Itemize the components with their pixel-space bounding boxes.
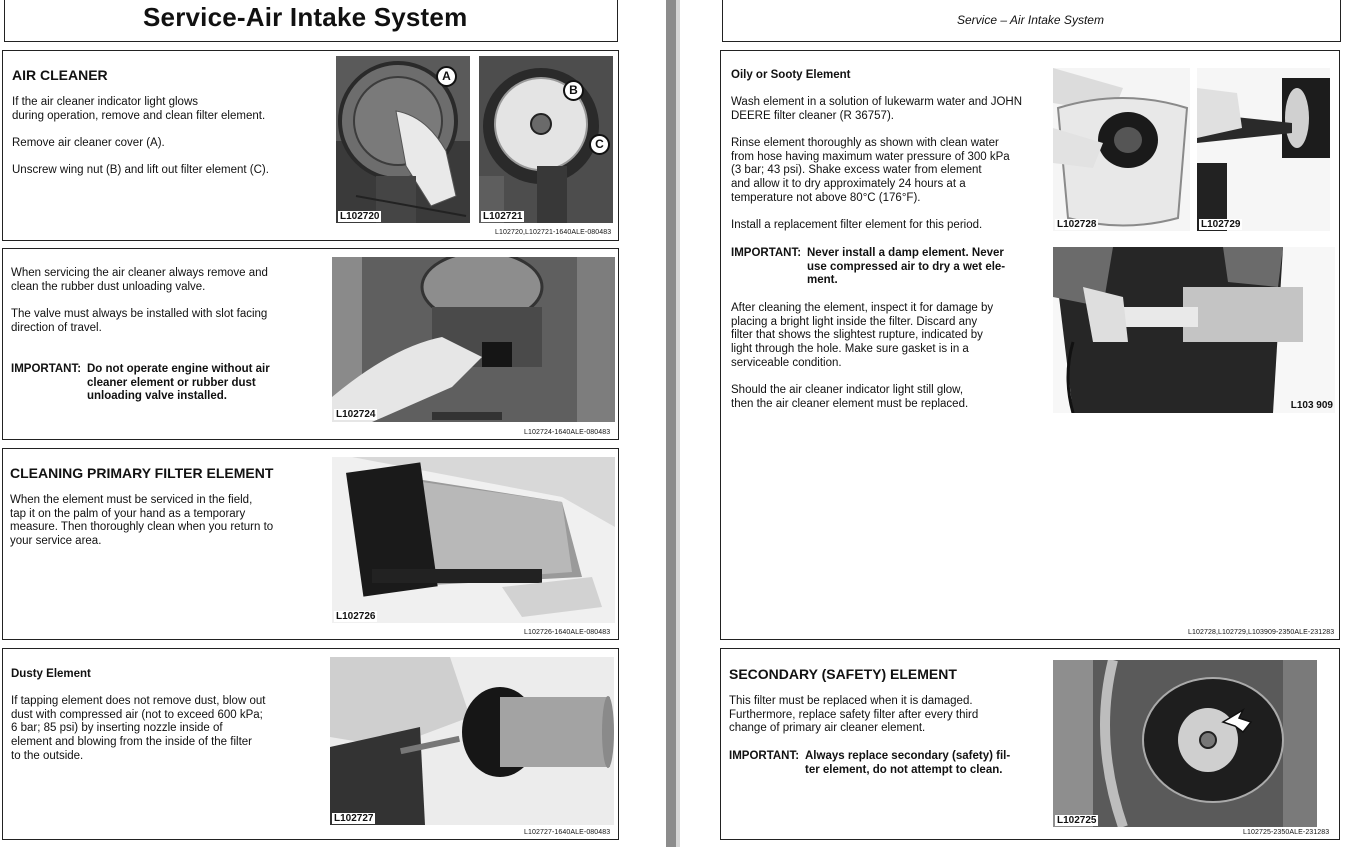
inspect-filter-photo (1053, 247, 1335, 413)
dust-valve-section (2, 248, 619, 440)
callout-a: A (436, 66, 457, 87)
secondary-element-important (729, 750, 1029, 780)
dust-valve-important-text: Do not operate engine without air cleaner element or rubber dust unloading valve installed. (87, 363, 270, 403)
air-cleaner-section (2, 50, 619, 241)
secondary-element-text: This filter must be replaced when it is damaged. Furthermore, replace safety filter after every third change of primary air cleaner element. (729, 695, 979, 735)
dust-valve-important (11, 363, 311, 407)
callout-b: B (563, 80, 584, 101)
dust-valve-important-label: IMPORTANT: (11, 363, 82, 375)
photo-label-l102720: L102720 (340, 211, 380, 222)
secondary-element-important-text: Always replace secondary (safety) fil- ter element, do not attempt to clean. (805, 750, 1011, 776)
primary-filter-ref: L102726-1640ALE-080483 (524, 629, 611, 636)
page-gutter (666, 0, 676, 847)
dusty-element-section (2, 648, 619, 840)
secondary-element-important-label: IMPORTANT: (729, 750, 800, 762)
secondary-element-heading: SECONDARY (SAFETY) ELEMENT (729, 666, 957, 682)
oily-element-text-4: After cleaning the element, inspect it for damage by placing a bright light inside the filter. Discard any filter that shows the slightest rupture, indicated by light through the hole. Make sure gasket is in a serviceable condition. (731, 302, 994, 369)
left-page-title-box (4, 0, 618, 42)
secondary-element-section (720, 648, 1340, 840)
right-page-header-box (722, 0, 1341, 42)
photo-label-l102729: L102729 (1201, 219, 1241, 230)
secondary-filter-photo (1053, 660, 1317, 827)
air-cleaner-cover-photo (336, 56, 470, 223)
filter-element-photo (479, 56, 613, 223)
primary-filter-text: When the element must be serviced in the field, tap it on the palm of your hand as a temporary measure. Then thoroughly clean when you return to your service area. (10, 494, 274, 548)
photo-label-l102724: L102724 (336, 409, 376, 420)
left-page-title: Service-Air Intake System (143, 2, 468, 32)
oily-element-important-text: Never install a damp element. Never use compressed air to dry a wet ele- ment. (807, 247, 1006, 287)
air-cleaner-text-3: Unscrew wing nut (B) and lift out filter element (C). (12, 164, 269, 176)
oily-element-heading: Oily or Sooty Element (731, 69, 851, 81)
secondary-element-ref: L102725-2350ALE-231283 (1243, 829, 1330, 836)
photo-label-l102726: L102726 (336, 611, 376, 622)
oily-element-text-5: Should the air cleaner indicator light still glow, then the air cleaner element must be replaced. (731, 384, 969, 410)
dusty-element-heading: Dusty Element (11, 668, 91, 680)
photo-label-l102725: L102725 (1057, 815, 1097, 826)
air-cleaner-ref: L102720,L102721-1640ALE-080483 (495, 229, 612, 236)
primary-filter-photo (332, 457, 615, 623)
oily-element-text-1: Wash element in a solution of lukewarm water and JOHN DEERE filter cleaner (R 36757). (731, 96, 1023, 122)
dusty-element-text: If tapping element does not remove dust, blow out dust with compressed air (not to exceed 600 kPa; 6 bar; 85 psi) by inserting nozzle inside of element and blowing from the inside of the filter to the outside. (11, 695, 266, 762)
primary-filter-heading: CLEANING PRIMARY FILTER ELEMENT (10, 465, 274, 481)
oily-element-section (720, 50, 1340, 640)
dusty-element-photo (330, 657, 614, 825)
photo-label-l103909: L103 909 (1290, 400, 1333, 411)
callout-c: C (589, 134, 610, 155)
air-cleaner-text-2: Remove air cleaner cover (A). (12, 137, 165, 149)
oily-element-important-label: IMPORTANT: (731, 247, 802, 259)
photo-label-l102727: L102727 (334, 813, 374, 824)
dust-valve-text-2: The valve must always be installed with slot facing direction of travel. (11, 308, 268, 334)
washing-element-photo (1053, 68, 1190, 231)
dusty-element-ref: L102727-1640ALE-080483 (524, 829, 611, 836)
dust-valve-ref: L102724-1640ALE-080483 (524, 429, 611, 436)
right-page-header: Service – Air Intake System (957, 13, 1104, 27)
air-cleaner-text-1: If the air cleaner indicator light glows during operation, remove and clean filter element. (12, 96, 266, 122)
air-cleaner-heading: AIR CLEANER (12, 67, 108, 83)
photo-label-l102728: L102728 (1057, 219, 1097, 230)
photo-label-l102721: L102721 (483, 211, 523, 222)
rinsing-element-photo (1197, 68, 1330, 231)
oily-element-text-2: Rinse element thoroughly as shown with clean water from hose having maximum water pressure of 300 kPa (3 bar; 43 psi). Shake excess water from element and allow it to dry approximately 24 hours at a temperature not above 80°C (176°F). (731, 137, 1010, 204)
oily-element-important (731, 247, 1031, 291)
oily-element-text-3: Install a replacement filter element for this period. (731, 219, 983, 231)
dust-valve-photo (332, 257, 615, 422)
dust-valve-text-1: When servicing the air cleaner always remove and clean the rubber dust unloading valve. (11, 267, 268, 293)
primary-filter-section (2, 448, 619, 640)
page-gutter-shade (676, 0, 680, 847)
oily-element-ref: L102728,L102729,L103909-2350ALE-231283 (1188, 629, 1335, 636)
